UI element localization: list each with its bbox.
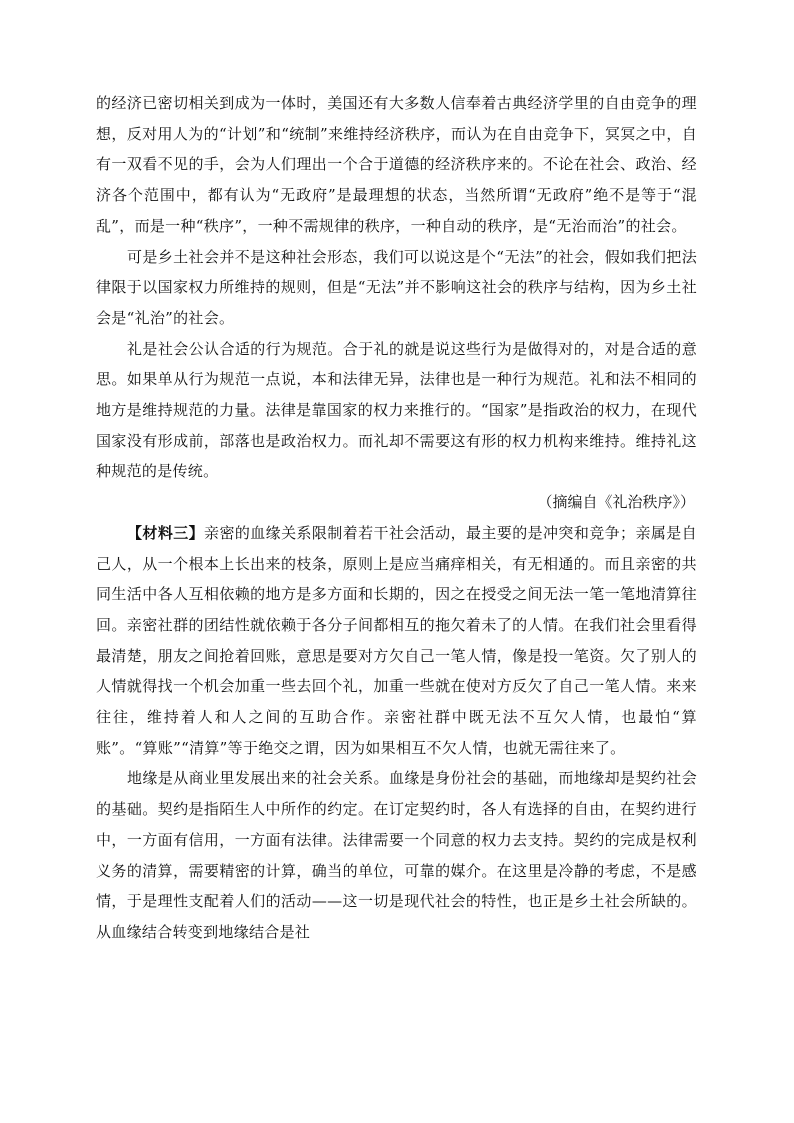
paragraph-material-3 xyxy=(96,518,697,764)
paragraph-3: 礼是社会公认合适的行为规范。合于礼的就是说这些行为是做得对的，对是合适的意思。如果单从行为规范一点说，本和法律无异，法律也是一种行为规范。礼和法不相同的地方是维持规范的力量。法律是靠国家的权力来推行的。“国家”是指政治的权力，在现代国家没有形成前，部落也是政治权力。而礼却不需要这有形的权力机构来维持。维持礼这种规范的是传统。 xyxy=(96,339,697,481)
source-citation: （摘编自《礼治秩序》） xyxy=(537,493,695,512)
document-page xyxy=(96,88,697,948)
paragraph-2: 可是乡土社会并不是这种社会形态，我们可以说这是个“无法”的社会，假如我们把法律限于以国家权力所维持的规则，但是“无法”并不影响这社会的秩序与结构，因为乡土社会是“礼治”的社会。 xyxy=(96,247,697,327)
material-3-label: 【材料三】 xyxy=(127,523,205,542)
paragraph-5: 地缘是从商业里发展出来的社会关系。血缘是身份社会的基础，而地缘却是契约社会的基础。契约是指陌生人中所作的约定。在订定契约时，各人有选择的自由，在契约进行中，一方面有信用，一方面有法律。法律需要一个同意的权力去支持。契约的完成是权利义务的清算，需要精密的计算，确当的单位，可靠的媒介。在这里是冷静的考虑，不是感情，于是理性支配着人们的活动——这一切是现代社会的特性，也正是乡土社会所缺的。从血缘结合转变到地缘结合是社 xyxy=(96,769,697,941)
material-3-text: 亲密的血缘关系限制着若干社会活动，最主要的是冲突和竞争；亲属是自己人，从一个根本上长出来的枝条，原则上是应当痛痒相关，有无相通的。而且亲密的共同生活中各人互相依赖的地方是多方面和长期的，因之在授受之间无法一笔一笔地清算往回。亲密社群的团结性就依赖于各分子间都相互的拖欠着未了的人情。在我们社会里看得最清楚，朋友之间抢着回账，意思是要对方欠自己一笔人情，像是投一笔资。欠了别人的人情就得找一个机会加重一些去回个礼，加重一些就在使对方反欠了自己一笔人情。来来往往，维持着人和人之间的互助合作。亲密社群中既无法不互欠人情，也最怕“算账”。“算账”“清算”等于绝交之谓，因为如果相互不欠人情，也就无需往来了。 xyxy=(96,523,697,757)
paragraph-1: 的经济已密切相关到成为一体时，美国还有大多数人信奉着古典经济学里的自由竞争的理想，反对用人为的“计划”和“统制”来维持经济秩序，而认为在自由竞争下，冥冥之中，自有一双看不见的手，会为人们理出一个合于道德的经济秩序来的。不论在社会、政治、经济各个范围中，都有认为“无政府”是最理想的状态，当然所谓“无政府”绝不是等于“混乱”，而是一种“秩序”，一种不需规律的秩序，一种自动的秩序，是“无治而治”的社会。 xyxy=(96,94,697,235)
